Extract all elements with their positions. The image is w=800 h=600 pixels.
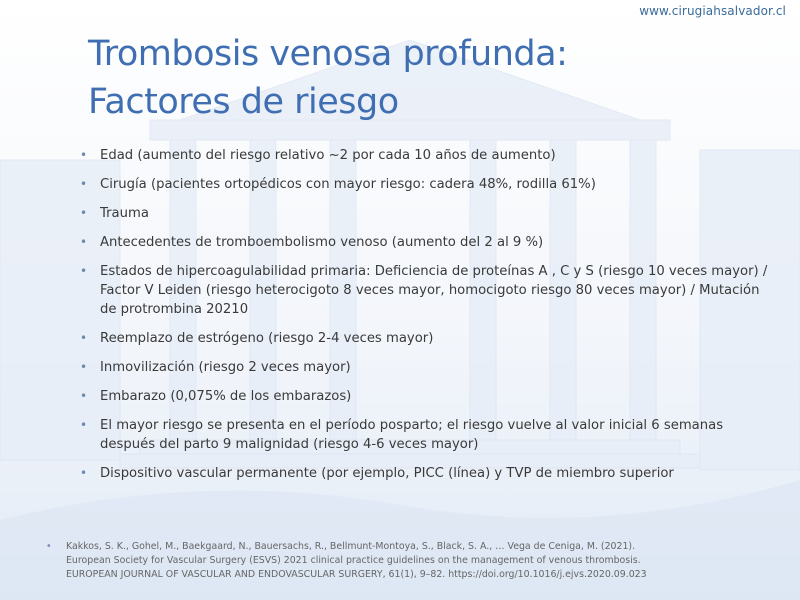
bullet-icon: • — [80, 235, 88, 249]
bullet-icon: • — [80, 206, 88, 220]
bullet-icon: • — [80, 360, 88, 374]
list-item — [78, 464, 768, 483]
list-item-text: Trauma — [100, 206, 149, 221]
list-item — [78, 262, 768, 319]
slide-title-line-1: Trombosis venosa profunda: — [88, 34, 568, 74]
list-item-text: Antecedentes de tromboembolismo venoso (aumento del 2 al 9 %) — [100, 235, 544, 250]
bullet-icon: • — [80, 466, 88, 480]
list-item-text: Reemplazo de estrógeno (riesgo 2-4 veces mayor) — [100, 331, 434, 346]
list-item-text: El mayor riesgo se presenta en el período posparto; el riesgo vuelve al valor inicial 6 semanas después del parto 9 malignidad (riesgo 4-6 veces mayor) — [100, 418, 724, 452]
slide-title — [88, 30, 567, 126]
citation-line-2: European Society for Vascular Surgery (ESVS) 2021 clinical practice guidelines on the management of venous thrombosis. — [66, 555, 641, 566]
list-item — [78, 146, 768, 165]
slide-title-line-2: Factores de riesgo — [88, 82, 399, 122]
list-item — [78, 233, 768, 252]
bullet-icon: • — [80, 264, 88, 278]
list-item-text: Embarazo (0,075% de los embarazos) — [100, 389, 352, 404]
list-item-text: Cirugía (pacientes ortopédicos con mayor riesgo: cadera 48%, rodilla 61%) — [100, 177, 596, 192]
list-item — [78, 175, 768, 194]
bullet-icon: • — [46, 541, 52, 552]
list-item — [78, 204, 768, 223]
list-item — [78, 358, 768, 377]
citation-line-1: Kakkos, S. K., Gohel, M., Baekgaard, N., Bauersachs, R., Bellmunt-Montoya, S., Black, S. A., … Vega de Ceniga, M. (2021). — [66, 541, 636, 552]
bullet-icon: • — [80, 418, 88, 432]
bullet-icon: • — [80, 148, 88, 162]
list-item-text: Inmovilización (riesgo 2 veces mayor) — [100, 360, 351, 375]
citation-line-3: EUROPEAN JOURNAL OF VASCULAR AND ENDOVASCULAR SURGERY, 61(1), 9–82. https://doi.org/10.1016/j.ejvs.2020.09.023 — [66, 569, 647, 580]
risk-factor-list — [78, 146, 768, 493]
bullet-icon: • — [80, 177, 88, 191]
list-item-text: Dispositivo vascular permanente (por ejemplo, PICC (línea) y TVP de miembro superior — [100, 466, 674, 481]
bullet-icon: • — [80, 389, 88, 403]
website-url: www.cirugiahsalvador.cl — [639, 4, 786, 18]
list-item-text: Estados de hipercoagulabilidad primaria: Deficiencia de proteínas A , C y S (riesgo 10 veces mayor) / Factor V Leiden (riesgo heterocigoto 8 veces mayor, homocigoto riesgo 80 veces mayor) / Mutación de protrombina 20210 — [100, 264, 768, 317]
bullet-icon: • — [80, 331, 88, 345]
list-item — [78, 329, 768, 348]
list-item — [78, 416, 768, 454]
citation-reference — [40, 540, 780, 582]
list-item-text: Edad (aumento del riesgo relativo ~2 por cada 10 años de aumento) — [100, 148, 556, 163]
list-item — [78, 387, 768, 406]
